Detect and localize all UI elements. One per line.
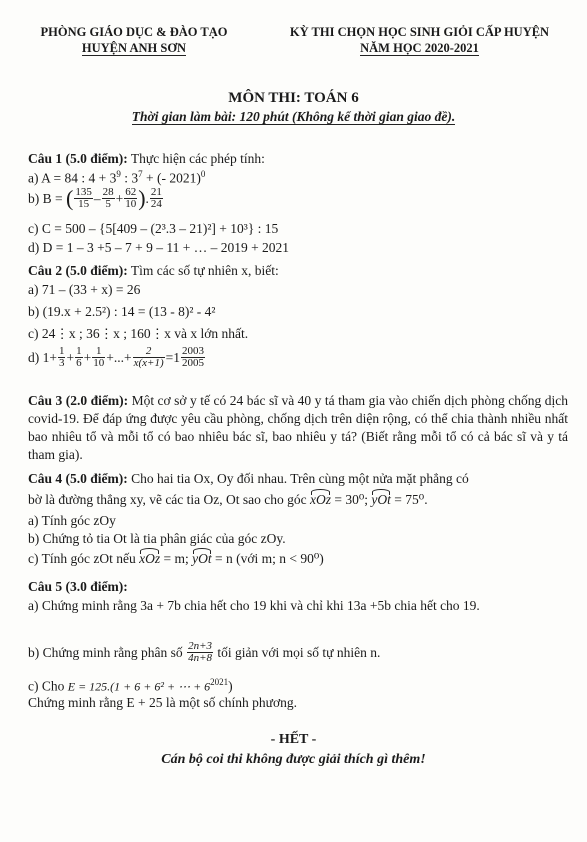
exam-name: KỲ THI CHỌN HỌC SINH GIỎI CẤP HUYỆN [289, 25, 550, 39]
q1-a-text: a) A = 84 : 4 + 3 [28, 170, 117, 186]
q4-c-v2: = n (với m; n < 90⁰) [211, 551, 324, 566]
q1-b-frac4: $\frac{21}{24}$ [150, 186, 162, 210]
q4-part-c [28, 550, 324, 567]
q1-part-d: d) D = 1 – 3 +5 – 7 + 9 – 11 + … – 2019 + 2021 [28, 240, 290, 255]
q2-part-d: d) 1+ $\frac{1}{3}$ + $\frac{1}{6}$ + $\frac{1}{10}$ +...+ $\frac{2}{x(x+1)}$ =1 $\frac{2003}{2005}$ [28, 345, 204, 369]
q2-title: Câu 2 (5.0 điểm): [28, 263, 128, 278]
q4-text2: bờ là đường thẳng xy, vẽ các tia Oz, Ot sao cho góc [28, 492, 311, 507]
angle-xoz-c: xOz [139, 551, 161, 566]
q2-part-c: c) 24⋮x ; 36⋮x ; 160⋮x và x lớn nhất. [28, 326, 249, 341]
q5-b-post: tối giản với mọi số tự nhiên n. [214, 645, 381, 660]
q1-part-c: c) C = 500 – {5[409 – (2³.3 – 21)²] + 10³} : 15 [28, 221, 279, 236]
q5-c-pre: c) Cho [28, 678, 68, 694]
q2-d-frac3: $\frac{1}{10}$ [93, 345, 105, 369]
q1-part-b: b) B = ( $\frac{135}{15}$ – $\frac{28}{5}$ + $\frac{62}{10}$ ). $\frac{21}{24}$ [28, 185, 162, 211]
q5-c-exp: 2021 [210, 677, 229, 687]
q4-line2 [28, 491, 428, 508]
department-header [14, 24, 254, 56]
q1-a-exp3: 0 [200, 169, 206, 179]
q1-prompt: Thực hiện các phép tính: [127, 151, 265, 166]
end-marker: - HẾT - [270, 732, 317, 747]
q1-b-frac2: $\frac{28}{5}$ [102, 186, 114, 210]
angle-yot: yOt [371, 492, 391, 507]
angle-yot-value: = 75⁰. [390, 492, 428, 507]
district-name: HUYỆN ANH SƠN [81, 41, 187, 55]
q2-part-a: a) 71 – (33 + x) = 26 [28, 282, 141, 297]
time-note-wrap [0, 108, 587, 126]
q4-part-b: b) Chứng tỏ tia Ot là tia phân giác của góc zOy. [28, 531, 286, 546]
exam-header [262, 24, 577, 56]
q1-b-frac3: $\frac{62}{10}$ [125, 186, 137, 210]
q5-part-c [28, 674, 233, 696]
q2-d-frac4: $\frac{2}{x(x+1)}$ [133, 345, 164, 369]
q4-heading [28, 470, 469, 487]
subject-title: MÔN THI: TOÁN 6 [228, 90, 359, 106]
q1-a-mid: : 3 [120, 170, 139, 186]
q5-part-a: a) Chứng minh rằng 3a + 7b chia hết cho 19 khi và chỉ khi 13a +5b chia hết cho 19. [28, 598, 480, 613]
department-name: PHÒNG GIÁO DỤC & ĐÀO TẠO [40, 25, 228, 39]
q5-part-b [28, 641, 380, 664]
q5-title: Câu 5 (3.0 điểm): [28, 579, 128, 594]
q2-d-frac5: $\frac{2003}{2005}$ [181, 345, 204, 369]
angle-xoz-value: = 30⁰; [331, 492, 372, 507]
q2-d-frac2: $\frac{1}{6}$ [76, 345, 82, 369]
q3-text: Một cơ sở y tế có 24 bác sĩ và 40 y tá tham gia vào chiến dịch phòng chống dịch covid-19. Để đáp ứng được yêu cầu phòng, chống dịch trên diện rộng, có thể chia thành nhiều nhất bao nhiêu tổ và mỗi tổ có bao nhiêu bác sĩ, bao nhiêu y tá? (Biết rằng mỗi tổ có cả bác sĩ và y tá tham gia). [28, 393, 568, 462]
q3-block [28, 392, 568, 464]
q2-heading [28, 262, 279, 279]
q4-part-a: a) Tính góc zOy [28, 513, 116, 528]
invigilator-note: Cán bộ coi thi không được giải thích gì thêm! [161, 752, 426, 767]
q5-c-end: ) [228, 678, 233, 694]
q5-c-expr: E = 125.(1 + 6 + 6² + ⋯ + 6 [67, 679, 211, 694]
q4-c-v1: = m; [160, 551, 193, 566]
q1-part-a [28, 166, 205, 187]
q3-title: Câu 3 (2.0 điểm): [28, 393, 129, 408]
q5-b-pre: b) Chứng minh rằng phân số [28, 645, 187, 660]
q1-b-label: b) B = [28, 191, 63, 206]
q2-d-frac1: $\frac{1}{3}$ [58, 345, 65, 369]
q1-b-frac1: $\frac{135}{15}$ [75, 186, 92, 210]
q4-text1: Cho hai tia Ox, Oy đối nhau. Trên cùng một nửa mặt phẳng có [127, 471, 469, 486]
q1-a-exp1: 9 [116, 169, 121, 179]
q1-title: Câu 1 (5.0 điểm): [28, 151, 128, 166]
school-year: NĂM HỌC 2020-2021 [360, 41, 479, 55]
q1-a-end: + (- 2021) [142, 170, 201, 186]
q4-title: Câu 4 (5.0 điểm): [28, 471, 128, 486]
q4-c-pre: c) Tính góc zOt nếu [28, 551, 140, 566]
q2-part-b: b) (19.x + 2.5²) : 14 = (13 - 8)² - 4² [28, 304, 216, 319]
q5-b-frac: $\frac{2n+3}{4n+8}$ [188, 640, 212, 664]
q2-prompt: Tìm các số tự nhiên x, biết: [127, 263, 279, 278]
q1-a-exp2: 7 [138, 169, 143, 179]
time-note: Thời gian làm bài: 120 phút (Không kể thời gian giao đề). [131, 109, 456, 124]
angle-yot-c: yOt [192, 551, 212, 566]
q1-heading [28, 150, 265, 167]
q5-part-c2: Chứng minh rằng E + 25 là một số chính phương. [28, 695, 297, 710]
angle-xoz: xOz [310, 492, 332, 507]
